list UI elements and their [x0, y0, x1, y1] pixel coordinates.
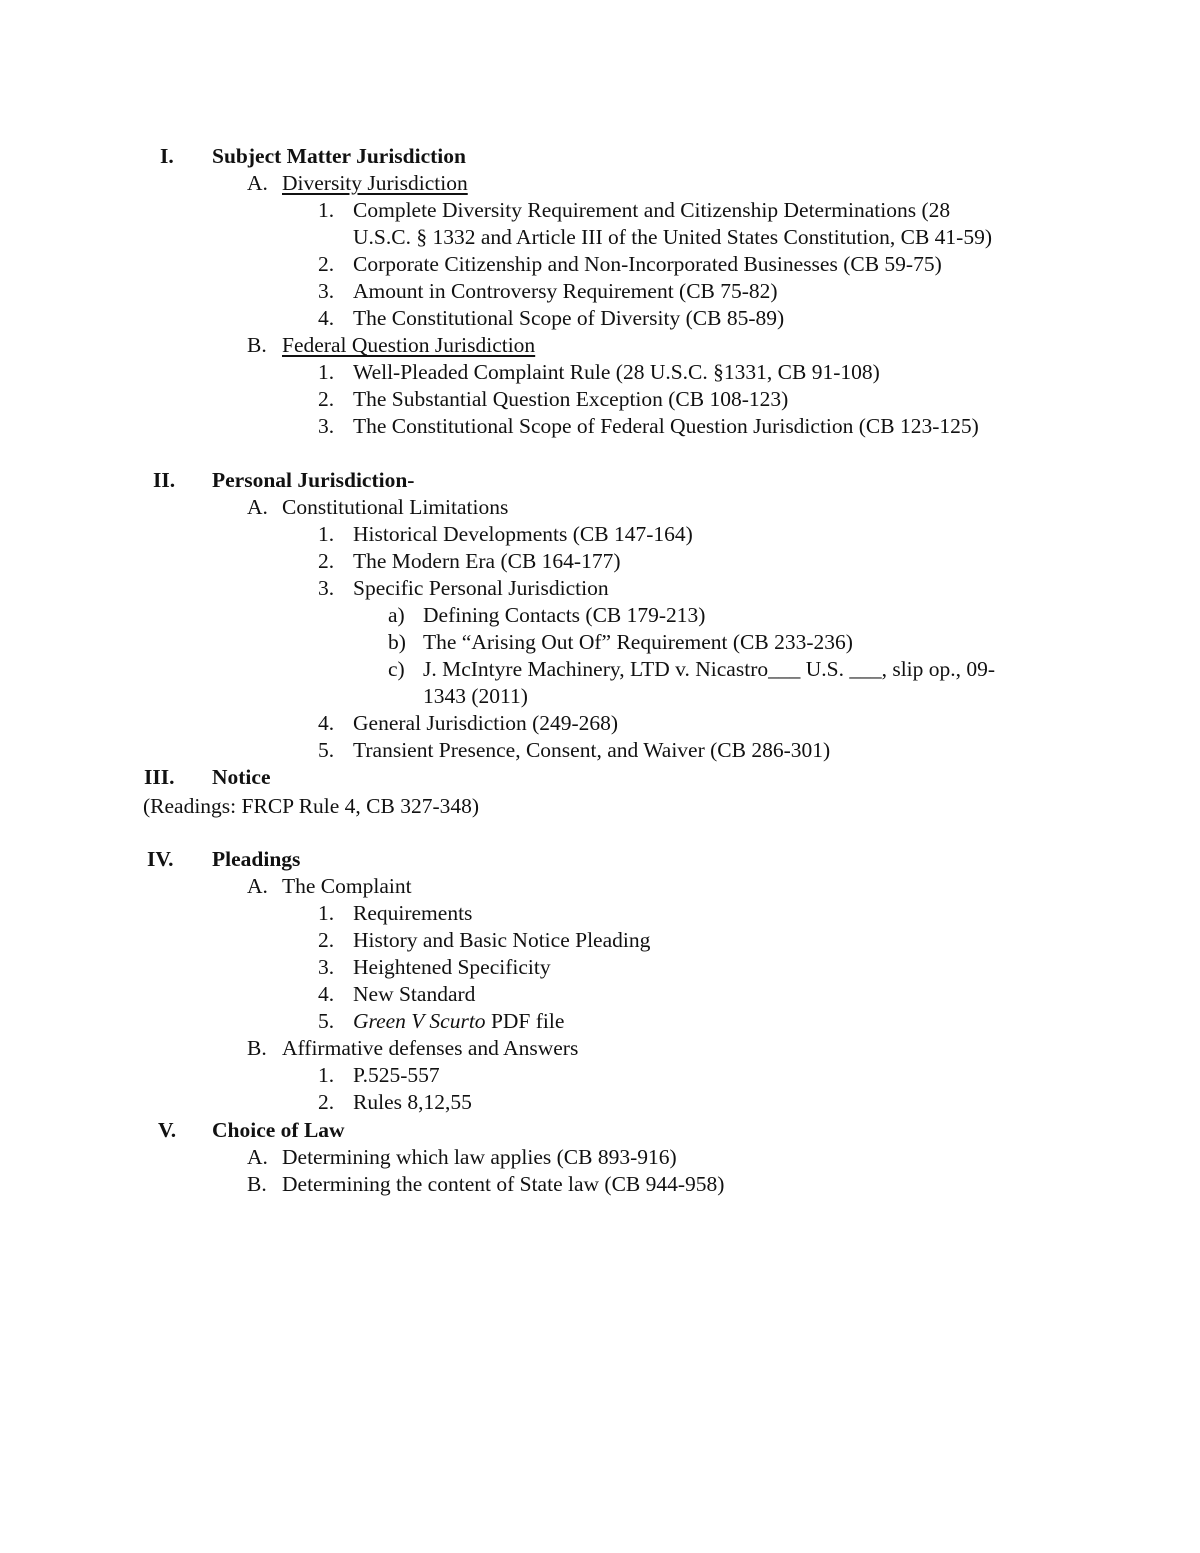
item-text: Specific Personal Jurisdiction — [353, 576, 609, 600]
subsection-letter: B. — [247, 1036, 267, 1060]
item-number: 1. — [318, 198, 335, 222]
item-number: 4. — [318, 306, 335, 330]
readings-note: (Readings: FRCP Rule 4, CB 327-348) — [143, 794, 480, 818]
item-number: 3. — [318, 576, 335, 600]
subitem-text: Defining Contacts (CB 179-213) — [423, 603, 706, 627]
item-number: 3. — [318, 414, 335, 438]
item-text: Complete Diversity Requirement and Citizenship Determinations (28 — [353, 198, 951, 222]
subsection-letter: A. — [247, 171, 268, 195]
item-number: 4. — [318, 711, 335, 735]
item-number: 4. — [318, 982, 335, 1006]
subsection-letter: A. — [247, 495, 268, 519]
item-number: 2. — [318, 549, 335, 573]
subitem-letter: c) — [388, 657, 405, 681]
item-text: History and Basic Notice Pleading — [353, 928, 651, 952]
section-numeral: IV. — [147, 847, 174, 871]
item-text: Well-Pleaded Complaint Rule (28 U.S.C. §1331, CB 91-108) — [353, 360, 880, 384]
subsection-letter: B. — [247, 333, 267, 357]
section-title: Choice of Law — [212, 1118, 345, 1142]
subitem-letter: a) — [388, 603, 405, 627]
item-text: General Jurisdiction (249-268) — [353, 711, 619, 735]
item-number: 3. — [318, 279, 335, 303]
item-text: Requirements — [353, 901, 473, 925]
item-text: Heightened Specificity — [353, 955, 551, 979]
item-text: Historical Developments (CB 147-164) — [353, 522, 693, 546]
item-number: 2. — [318, 928, 335, 952]
item-number: 5. — [318, 1009, 335, 1033]
item-text: The Constitutional Scope of Federal Question Jurisdiction (CB 123-125) — [353, 414, 979, 438]
subsection-title: Determining the content of State law (CB 944-958) — [282, 1172, 725, 1196]
subsection-title: Constitutional Limitations — [282, 495, 509, 519]
section-title: Subject Matter Jurisdiction — [212, 144, 466, 168]
subsection-letter: A. — [247, 1145, 268, 1169]
section-numeral: V. — [158, 1118, 177, 1142]
section-title: Personal Jurisdiction- — [212, 468, 415, 492]
subsection-title: Determining which law applies (CB 893-916) — [282, 1145, 677, 1169]
item-text: Transient Presence, Consent, and Waiver (CB 286-301) — [353, 738, 831, 762]
item-number: 5. — [318, 738, 335, 762]
subitem-letter: b) — [388, 630, 406, 654]
item-number: 2. — [318, 387, 335, 411]
case-name-italic: Green V Scurto — [353, 1009, 486, 1033]
item-text: Amount in Controversy Requirement (CB 75-82) — [353, 279, 778, 303]
subsection-letter: B. — [247, 1172, 267, 1196]
subsection-title: Federal Question Jurisdiction — [282, 333, 536, 357]
item-text: P.525-557 — [353, 1063, 440, 1087]
subsection-title: The Complaint — [282, 874, 412, 898]
item-number: 2. — [318, 1090, 335, 1114]
item-number: 1. — [318, 360, 335, 384]
item-text: The Modern Era (CB 164-177) — [353, 549, 621, 573]
section-title: Pleadings — [212, 847, 301, 871]
item-number: 2. — [318, 252, 335, 276]
subsection-title: Affirmative defenses and Answers — [282, 1036, 579, 1060]
item-text: The Constitutional Scope of Diversity (CB 85-89) — [353, 306, 785, 330]
item-text-rest: PDF file — [485, 1009, 565, 1033]
item-text: New Standard — [353, 982, 476, 1006]
item-text: The Substantial Question Exception (CB 108-123) — [353, 387, 789, 411]
item-number: 1. — [318, 522, 335, 546]
section-title: Notice — [212, 765, 271, 789]
item-number: 1. — [318, 1063, 335, 1087]
item-text-continued: U.S.C. § 1332 and Article III of the United States Constitution, CB 41-59) — [353, 225, 992, 249]
subsection-title: Diversity Jurisdiction — [282, 171, 468, 195]
item-number: 1. — [318, 901, 335, 925]
item-text: Corporate Citizenship and Non-Incorporated Businesses (CB 59-75) — [353, 252, 942, 276]
section-numeral: I. — [160, 144, 174, 168]
subsection-letter: A. — [247, 874, 268, 898]
section-numeral: III. — [144, 765, 175, 789]
section-numeral: II. — [153, 468, 176, 492]
subitem-text: J. McIntyre Machinery, LTD v. Nicastro___ U.S. ___, slip op., 09- — [423, 657, 996, 681]
item-number: 3. — [318, 955, 335, 979]
item-text — [353, 1008, 564, 1035]
subitem-text-continued: 1343 (2011) — [423, 684, 528, 708]
subitem-text: The “Arising Out Of” Requirement (CB 233-236) — [423, 630, 853, 654]
item-text: Rules 8,12,55 — [353, 1090, 472, 1114]
